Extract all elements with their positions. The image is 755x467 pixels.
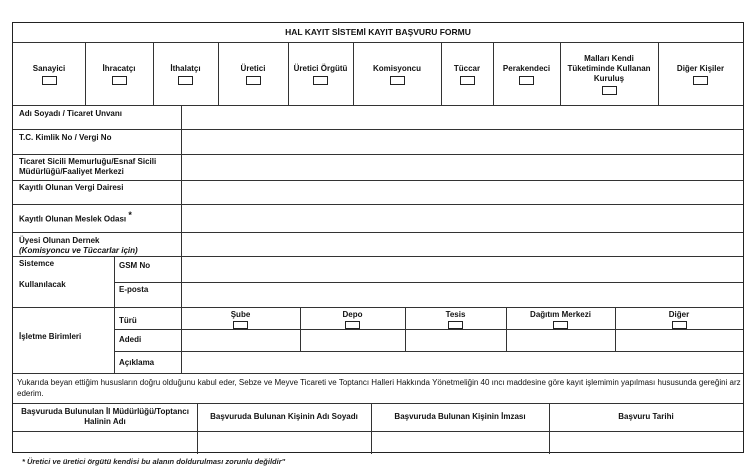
person-name-field[interactable] bbox=[198, 432, 370, 452]
tax-office-label: Kayıtlı Olunan Vergi Dairesi bbox=[19, 183, 124, 192]
unit-checkbox-sube[interactable] bbox=[233, 321, 248, 329]
name-label: Adı Soyadı / Ticaret Unvanı bbox=[19, 109, 122, 118]
unit-label-diger: Diğer bbox=[668, 310, 690, 319]
market-name-field[interactable] bbox=[14, 432, 196, 452]
gsm-field[interactable] bbox=[183, 257, 743, 281]
type-label-tuccar: Tüccar bbox=[453, 63, 481, 73]
type-checkbox-diger-kisiler[interactable] bbox=[693, 76, 708, 85]
unit-diger bbox=[615, 307, 743, 329]
type-label-perakendeci: Perakendeci bbox=[502, 63, 551, 73]
type-tuccar bbox=[441, 43, 493, 105]
type-komisyoncu bbox=[353, 43, 441, 105]
signature-header: Başvuruda Bulunan Kişinin İmzası bbox=[394, 412, 526, 421]
unit-sube bbox=[181, 307, 300, 329]
type-ihracatci bbox=[85, 43, 153, 105]
type-label-ihracatci: İhracatçı bbox=[102, 63, 136, 73]
unit-count-field-depo[interactable] bbox=[302, 330, 403, 350]
chamber-label bbox=[19, 210, 132, 225]
type-checkbox-ithalatci[interactable] bbox=[178, 76, 193, 85]
units-desc-field[interactable] bbox=[183, 352, 743, 372]
unit-count-field-diger[interactable] bbox=[617, 330, 741, 350]
type-checkbox-komisyoncu[interactable] bbox=[390, 76, 405, 85]
type-checkbox-perakendeci[interactable] bbox=[519, 76, 534, 85]
type-label-uretici-orgutu: Üretici Örgütü bbox=[293, 63, 348, 73]
type-checkbox-tuccar[interactable] bbox=[460, 76, 475, 85]
declaration-text: Yukarıda beyan ettiğim hususların doğru olduğunu kabul eder, Sebze ve Meyve Ticareti ve Toptancı Halleri Hakkında Yönetmeliğin 40 ıncı maddesine göre kayıt işlemimin yapılması hususunda gereğini arz ederim. bbox=[17, 378, 741, 398]
tc-label: T.C. Kimlik No / Vergi No bbox=[19, 133, 112, 142]
type-label-uretici: Üretici bbox=[240, 63, 266, 73]
type-ithalatci bbox=[153, 43, 218, 105]
association-label: Üyesi Olunan Dernek bbox=[19, 236, 100, 245]
unit-checkbox-diger[interactable] bbox=[672, 321, 687, 329]
tc-field[interactable] bbox=[183, 130, 743, 152]
type-uretici-orgutu bbox=[288, 43, 353, 105]
registry-label: Ticaret Sicili Memurluğu/Esnaf Sicili Müdürlüğü/Faaliyet Merkezi bbox=[19, 157, 157, 176]
email-label: E-posta bbox=[119, 285, 149, 294]
date-header: Başvuru Tarihi bbox=[618, 412, 674, 421]
type-label-kendi-tuketim-kurulus: Malları Kendi Tüketiminde Kullanan Kuruluş bbox=[567, 53, 651, 83]
chamber-field[interactable] bbox=[183, 205, 743, 231]
gsm-label: GSM No bbox=[119, 261, 151, 270]
chamber-label-text: Kayıtlı Olunan Meslek Odası bbox=[19, 214, 127, 224]
form-title: HAL KAYIT SİSTEMİ KAYIT BAŞVURU FORMU bbox=[285, 27, 471, 37]
type-checkbox-uretici[interactable] bbox=[246, 76, 261, 85]
units-type-label: Türü bbox=[119, 316, 137, 325]
unit-depo bbox=[300, 307, 405, 329]
type-uretici bbox=[218, 43, 288, 105]
type-diger-kisiler bbox=[658, 43, 743, 105]
signature-field[interactable] bbox=[372, 432, 548, 452]
type-checkbox-sanayici[interactable] bbox=[42, 76, 57, 85]
association-note bbox=[19, 246, 138, 256]
unit-label-tesis: Tesis bbox=[445, 310, 466, 319]
units-label: İşletme Birimleri bbox=[19, 332, 82, 341]
unit-checkbox-depo[interactable] bbox=[345, 321, 360, 329]
units-desc-label: Açıklama bbox=[119, 358, 155, 367]
type-checkbox-kendi-tuketim-kurulus[interactable] bbox=[602, 86, 617, 95]
type-checkbox-ihracatci[interactable] bbox=[112, 76, 127, 85]
application-form bbox=[12, 22, 744, 453]
unit-tesis bbox=[405, 307, 506, 329]
unit-count-field-tesis[interactable] bbox=[407, 330, 504, 350]
system-label-1: Sistemce bbox=[19, 259, 55, 268]
type-checkbox-uretici-orgutu[interactable] bbox=[313, 76, 328, 85]
type-perakendeci bbox=[493, 43, 560, 105]
chamber-mark: * bbox=[128, 210, 132, 220]
unit-count-field-sube[interactable] bbox=[183, 330, 298, 350]
type-label-komisyoncu: Komisyoncu bbox=[372, 63, 421, 73]
type-label-ithalatci: İthalatçı bbox=[170, 63, 201, 73]
unit-label-depo: Depo bbox=[342, 310, 363, 319]
name-field[interactable] bbox=[183, 106, 743, 128]
registry-field[interactable] bbox=[183, 155, 743, 179]
footnote: * Üretici ve üretici örgütü kendisi bu alanın doldurulması zorunlu değildir" bbox=[22, 457, 286, 466]
type-label-sanayici: Sanayici bbox=[32, 63, 66, 73]
unit-label-dagitim-merkezi: Dağıtım Merkezi bbox=[530, 310, 591, 319]
unit-count-field-dagitim-merkezi[interactable] bbox=[508, 330, 613, 350]
market-name-header: Başvuruda Bulunulan İl Müdürlüğü/Toptancı Halinin Adı bbox=[21, 407, 189, 426]
person-name-header: Başvuruda Bulunan Kişinin Adı Soyadı bbox=[210, 412, 358, 421]
unit-checkbox-tesis[interactable] bbox=[448, 321, 463, 329]
units-count-label: Adedi bbox=[119, 335, 142, 344]
type-label-diger-kisiler: Diğer Kişiler bbox=[676, 63, 725, 73]
date-field[interactable] bbox=[550, 432, 742, 452]
unit-checkbox-dagitim-merkezi[interactable] bbox=[553, 321, 568, 329]
type-sanayici bbox=[13, 43, 85, 105]
association-note-text: (Komisyoncu ve Tüccarlar için) bbox=[19, 246, 138, 255]
unit-dagitim-merkezi bbox=[506, 307, 615, 329]
type-kendi-tuketim-kurulus bbox=[560, 43, 658, 105]
email-field[interactable] bbox=[183, 283, 743, 306]
tax-office-field[interactable] bbox=[183, 181, 743, 203]
unit-label-sube: Şube bbox=[230, 310, 251, 319]
system-label-2: Kullanılacak bbox=[19, 280, 66, 289]
